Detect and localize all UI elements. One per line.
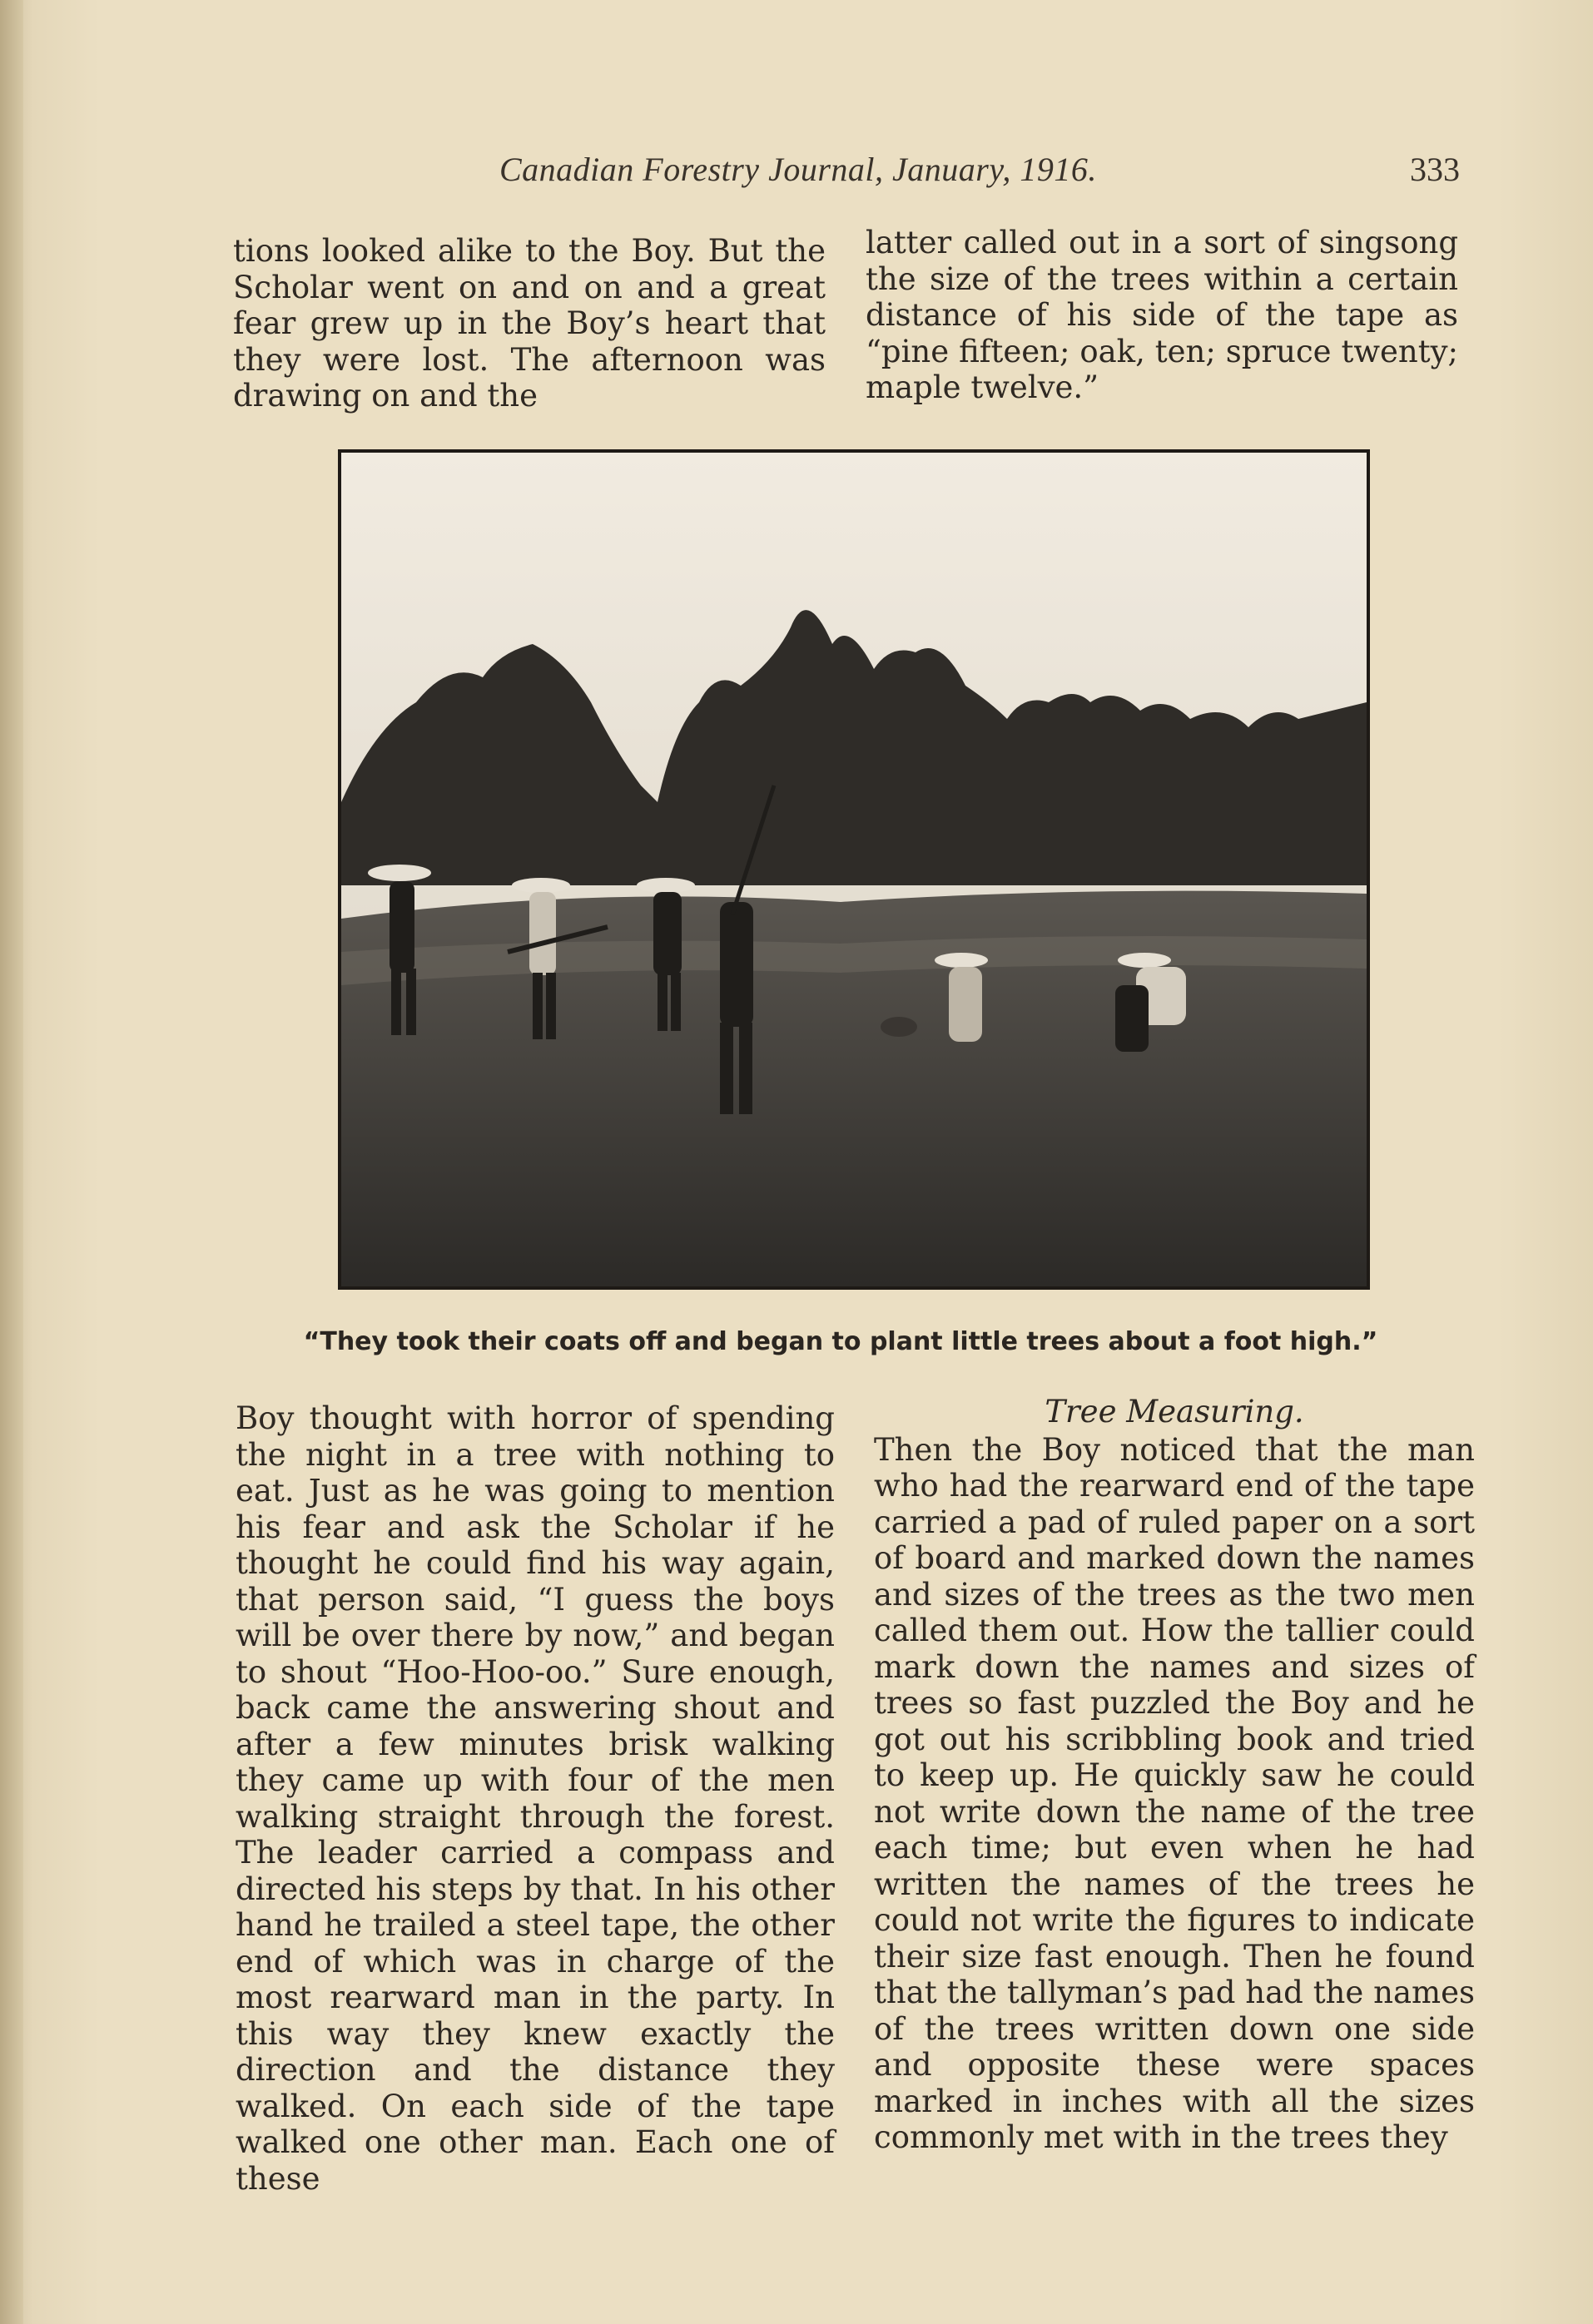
page-binding-edge <box>0 0 23 2324</box>
text-column-bottom-right <box>874 1394 1475 2156</box>
text-column-top-right <box>866 225 1458 406</box>
journal-title: Canadian Forestry Journal, January, 1916. <box>499 151 1097 188</box>
page-number: 333 <box>1410 151 1460 188</box>
paragraph: Boy thought with horror of spending the night in a tree with nothing to eat. Just as he was going to mention his fear and ask the Scholar if he thought he could find his way again, that person said, “I guess the boys will be over there by now,” and began to shout “Hoo-Hoo-oo.” Sure enough, back came the answering shout and after a few minutes brisk walking they came up with four of the men walking straight through the forest. The leader carried a compass and directed his steps by that. In his other hand he trailed a steel tape, the other end of which was in charge of the most rearward man in the party. In this way they knew exactly the direction and the distance they walked. On each side of the tape walked one other man. Each one of these <box>236 1400 835 2197</box>
running-header <box>0 150 1593 200</box>
text-column-bottom-left <box>236 1400 835 2197</box>
section-subheading: Tree Measuring. <box>1045 1394 1304 1430</box>
paragraph: latter called out in a sort of singsong the size of the trees within a certain distance of his side of the tape as “pine fifteen; oak, ten; spruce twenty; maple twelve.” <box>866 225 1458 405</box>
text-column-top-left <box>233 233 826 414</box>
paragraph: tions looked alike to the Boy. But the Scholar went on and on and a great fear grew up in the Boy’s heart that they were lost. The afternoon was drawing on and the <box>233 233 826 414</box>
paragraph: Then the Boy noticed that the man who had the rearward end of the tape carried a pad of ruled paper on a sort of board and marked down the names and sizes of the trees as the two men called them out. How the tallier could mark down the names and sizes of trees so fast puzzled the Boy and he got out his scribbling book and tried to keep up. He quickly saw he could not write down the name of the tree each time; but even when he had written the names of the trees he could not write the figures to indicate their size fast enough. Then he found that the tallyman’s pad had the names of the trees written down one side and opposite these were spaces marked in inches with all the sizes commonly met with in the trees they <box>874 1431 1475 2155</box>
photo-illustration <box>341 453 1367 1286</box>
planting-photograph <box>338 449 1370 1290</box>
photo-caption: “They took their coats off and began to plant little trees about a foot high.” <box>303 1327 1378 1356</box>
